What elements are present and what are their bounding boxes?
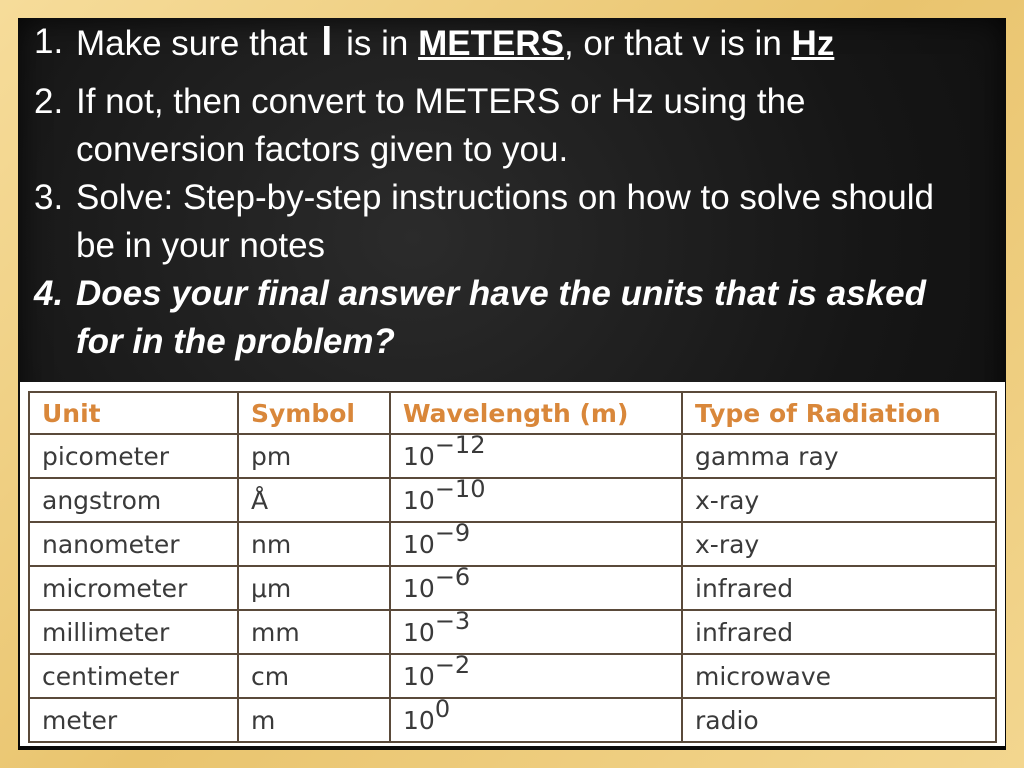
- header-radiation-type: Type of Radiation: [682, 392, 996, 434]
- item-number: 2.: [34, 82, 64, 121]
- cell-symbol: nm: [238, 522, 390, 566]
- item-number: 4.: [34, 274, 64, 313]
- cell-symbol: μm: [238, 566, 390, 610]
- cell-unit: micrometer: [29, 566, 238, 610]
- cell-radiation: microwave: [682, 654, 996, 698]
- cell-symbol: cm: [238, 654, 390, 698]
- cell-unit: angstrom: [29, 478, 238, 522]
- cell-radiation: gamma ray: [682, 434, 996, 478]
- item-number: 1.: [34, 22, 64, 61]
- hz-emphasis: Hz: [791, 24, 835, 63]
- cell-radiation: infrared: [682, 610, 996, 654]
- cell-wavelength: 10−3: [390, 610, 682, 654]
- table-row: [29, 434, 996, 478]
- table-row: [29, 654, 996, 698]
- item-text: Does your final answer have the units that is asked for in the problem?: [76, 274, 926, 361]
- list-item: [34, 270, 964, 366]
- exponent: −6: [434, 562, 471, 591]
- cell-symbol: m: [238, 698, 390, 742]
- header-wavelength: Wavelength (m): [390, 392, 682, 434]
- exponent: −10: [434, 474, 486, 503]
- cell-wavelength: 100: [390, 698, 682, 742]
- list-item: [34, 18, 964, 68]
- header-unit: Unit: [29, 392, 238, 434]
- instruction-list: [34, 18, 964, 366]
- cell-wavelength: 10−9: [390, 522, 682, 566]
- cell-radiation: radio: [682, 698, 996, 742]
- table-row: [29, 698, 996, 742]
- meters-emphasis: METERS: [418, 24, 564, 63]
- units-table: [28, 391, 997, 743]
- units-table-panel: [20, 382, 1005, 746]
- cell-wavelength: 10−10: [390, 478, 682, 522]
- header-symbol: Symbol: [238, 392, 390, 434]
- item-text: If not, then convert to METERS or Hz using the conversion factors given to you.: [76, 82, 806, 169]
- cell-unit: centimeter: [29, 654, 238, 698]
- cell-unit: meter: [29, 698, 238, 742]
- item-text: Make sure that l is in METERS, or that v is in Hz: [76, 20, 835, 64]
- table-row: [29, 522, 996, 566]
- cell-unit: millimeter: [29, 610, 238, 654]
- list-item: [34, 78, 964, 174]
- item-number: 3.: [34, 178, 64, 217]
- cell-radiation: infrared: [682, 566, 996, 610]
- table-row: [29, 478, 996, 522]
- lambda-symbol: l: [321, 20, 333, 64]
- table-header-row: [29, 392, 996, 434]
- cell-symbol: mm: [238, 610, 390, 654]
- cell-radiation: x-ray: [682, 478, 996, 522]
- exponent: −3: [434, 606, 471, 635]
- table-row: [29, 566, 996, 610]
- cell-wavelength: 10−2: [390, 654, 682, 698]
- exponent: −2: [434, 650, 471, 679]
- exponent: −12: [434, 430, 486, 459]
- exponent: −9: [434, 518, 471, 547]
- cell-symbol: Å: [238, 478, 390, 522]
- exponent: 0: [434, 694, 451, 723]
- cell-wavelength: 10−6: [390, 566, 682, 610]
- cell-unit: picometer: [29, 434, 238, 478]
- cell-unit: nanometer: [29, 522, 238, 566]
- cell-radiation: x-ray: [682, 522, 996, 566]
- cell-wavelength: 10−12: [390, 434, 682, 478]
- cell-symbol: pm: [238, 434, 390, 478]
- table-row: [29, 610, 996, 654]
- list-item: [34, 174, 964, 270]
- item-text: Solve: Step-by-step instructions on how to solve should be in your notes: [76, 178, 934, 265]
